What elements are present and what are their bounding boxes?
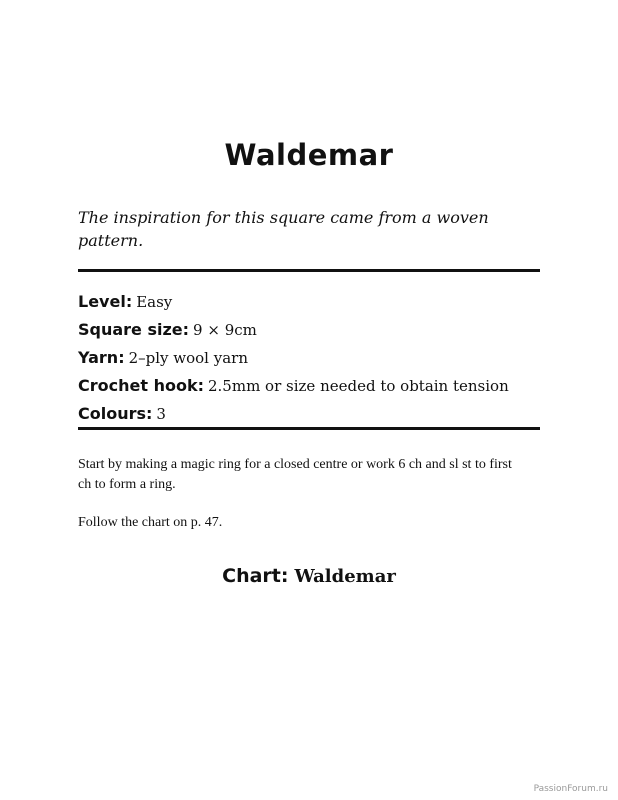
instruction-paragraph: Start by making a magic ring for a closed centre or work 6 ch and sl st to first ch to form a ring. bbox=[78, 457, 512, 492]
spec-label: Square size: bbox=[78, 320, 190, 339]
spec-label: Crochet hook: bbox=[78, 376, 204, 395]
chart-heading-value: Waldemar bbox=[294, 566, 396, 587]
spec-level bbox=[78, 288, 509, 316]
spec-crochet-hook bbox=[78, 372, 509, 400]
chart-heading-label: Chart: bbox=[222, 565, 289, 587]
intro-text: The inspiration for this square came from a woven pattern. bbox=[78, 208, 489, 250]
instruction-paragraph: Follow the chart on p. 47. bbox=[78, 515, 223, 530]
spec-label: Yarn: bbox=[78, 348, 125, 367]
spec-value: 2.5mm or size needed to obtain tension bbox=[207, 377, 509, 395]
spec-yarn bbox=[78, 344, 509, 372]
page-title: Waldemar bbox=[224, 138, 394, 172]
spec-label: Colours: bbox=[78, 404, 153, 423]
spec-colours bbox=[78, 400, 509, 428]
spec-value: 3 bbox=[156, 405, 166, 423]
spec-value: Easy bbox=[136, 293, 173, 311]
bottom-divider bbox=[78, 427, 540, 430]
watermark: PassionForum.ru bbox=[533, 784, 608, 794]
spec-square-size bbox=[78, 316, 509, 344]
spec-label: Level: bbox=[78, 292, 133, 311]
top-divider bbox=[78, 269, 540, 272]
chart-heading bbox=[0, 562, 618, 589]
spec-value: 2–ply wool yarn bbox=[128, 349, 248, 367]
pattern-specs bbox=[78, 288, 509, 428]
spec-value: 9 × 9cm bbox=[193, 321, 257, 339]
